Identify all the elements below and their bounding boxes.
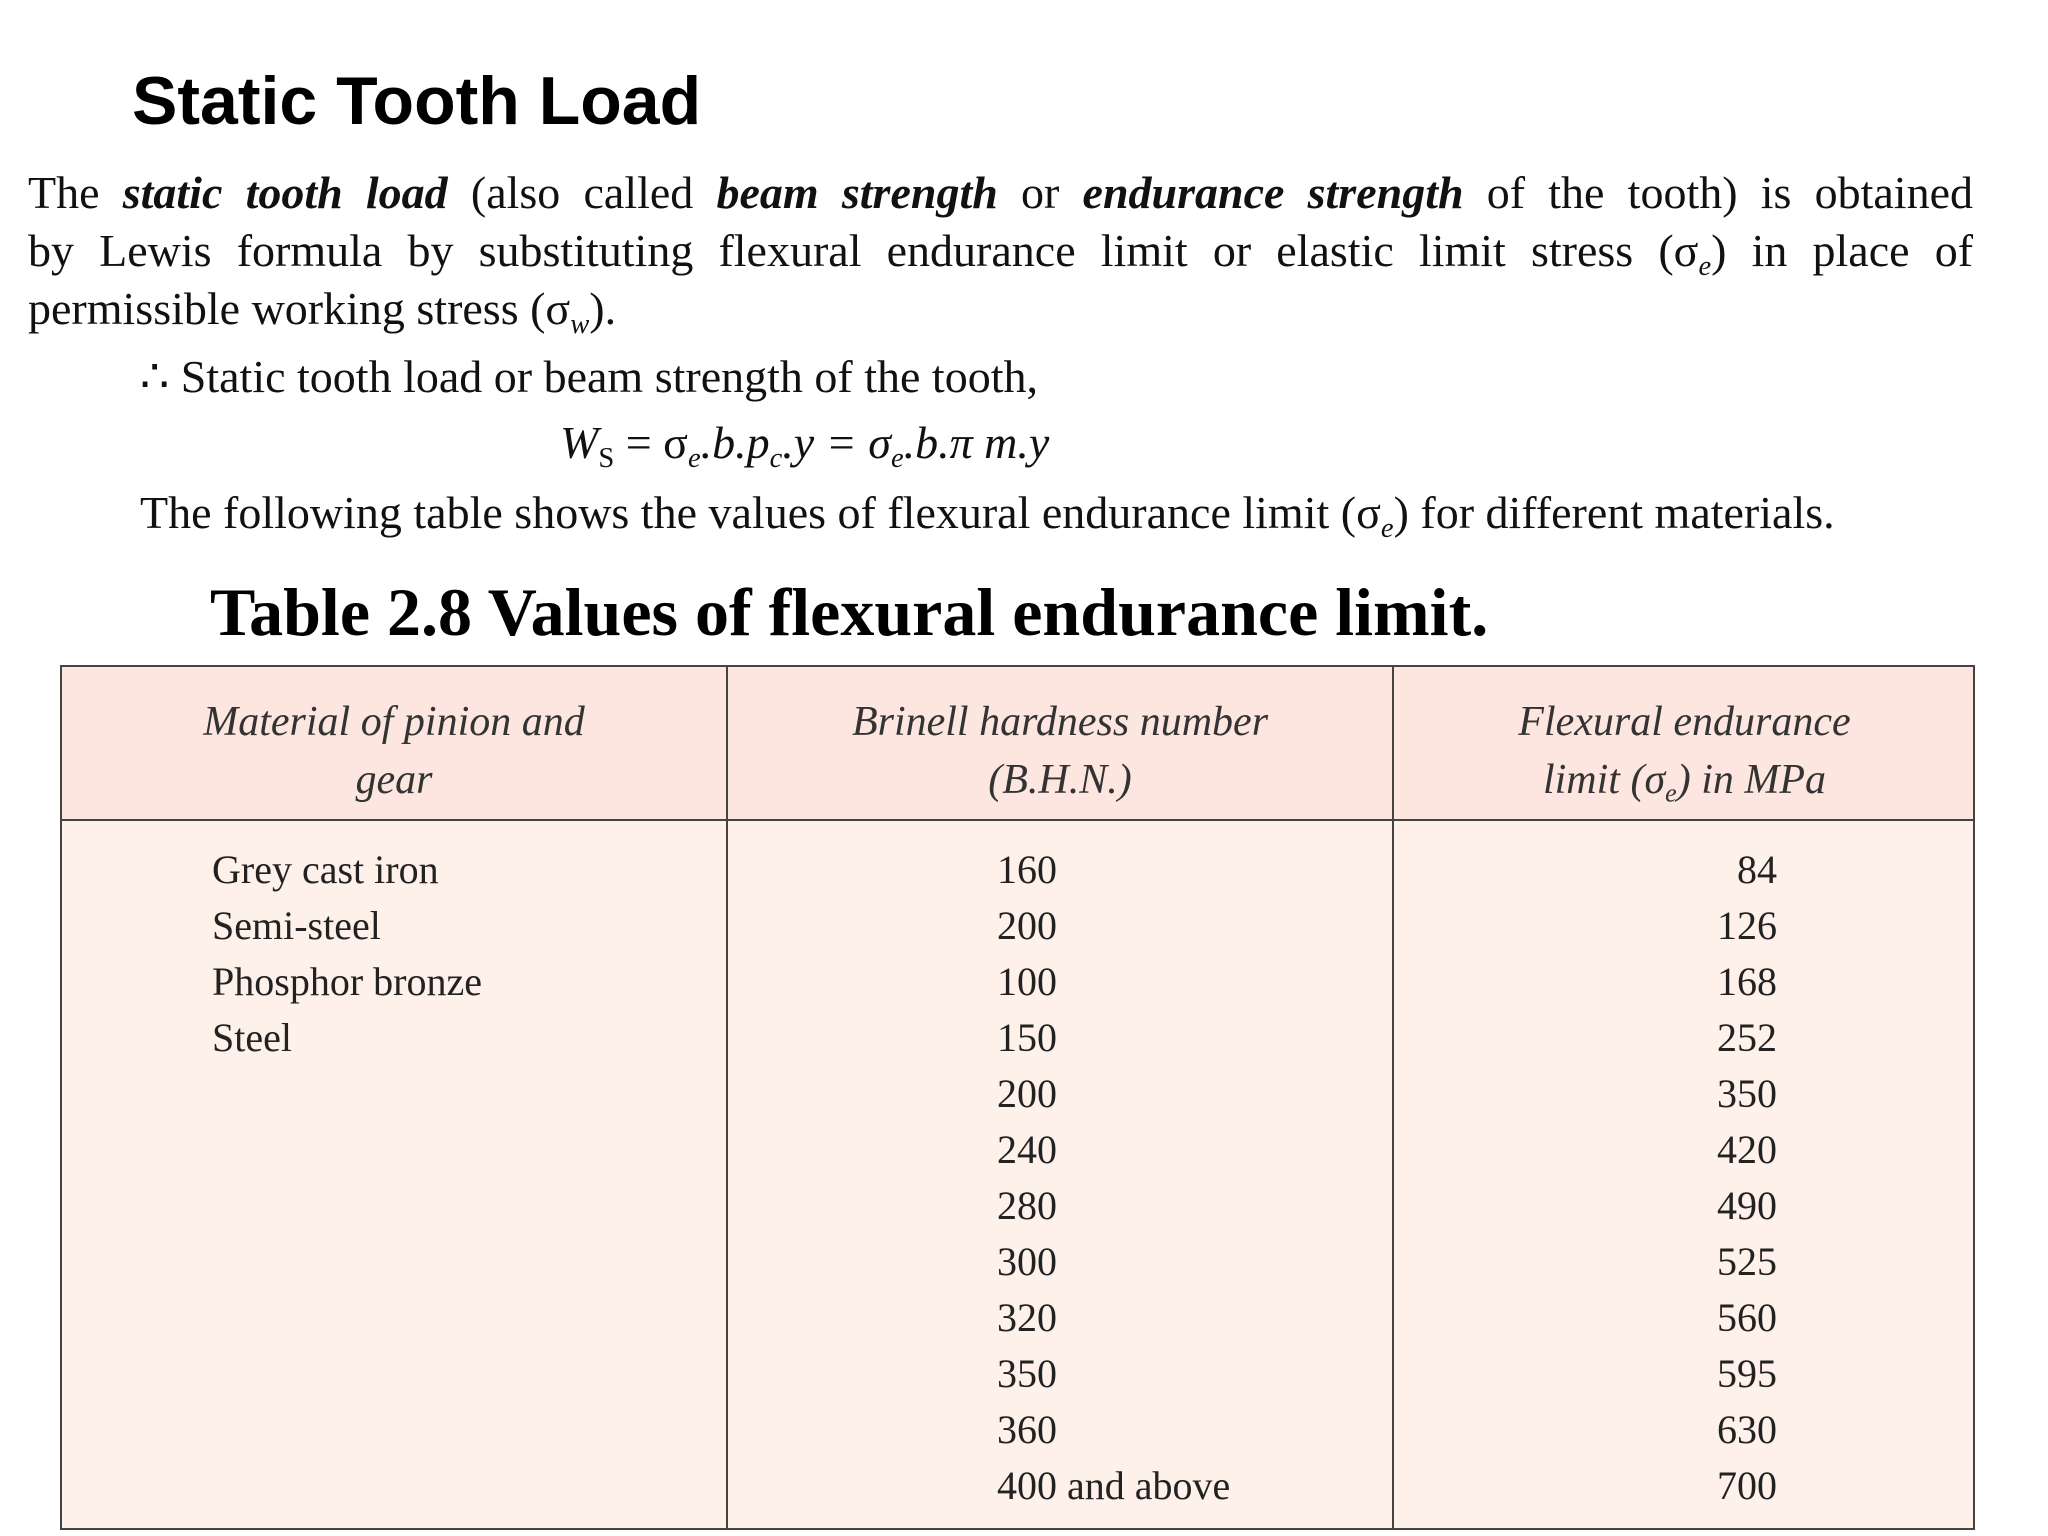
- table-cell-bhn: 200: [997, 1071, 1057, 1116]
- term-endurance-strength: endurance strength: [1082, 167, 1464, 218]
- table-cell-bhn: 280: [997, 1183, 1057, 1228]
- table-cell-limit: 84: [1737, 847, 1777, 892]
- material-column: [212, 842, 482, 1066]
- table-cell-bhn: 160: [997, 847, 1057, 892]
- table-cell-bhn: 360: [997, 1407, 1057, 1452]
- table-cell-material: Semi-steel: [212, 903, 381, 948]
- table-cell-bhn: 200: [997, 903, 1057, 948]
- term-beam-strength: beam strength: [716, 167, 998, 218]
- table-cell-bhn: 100: [997, 959, 1057, 1004]
- table-cell-bhn: 300: [997, 1239, 1057, 1284]
- table-cell-bhn: 150: [997, 1015, 1057, 1060]
- header-flexural-limit: Flexural endurance limit $(\sigma_e)$ in MPa: [1518, 699, 1851, 808]
- table-cell-limit: 420: [1717, 1127, 1777, 1172]
- intro-line-1: The static tooth load (also called beam strength or endurance strength of the tooth) is obtained: [28, 167, 1973, 218]
- table-cell-limit: 560: [1717, 1295, 1777, 1340]
- header-material: Material of pinion and gear: [203, 699, 585, 803]
- table-cell-bhn: 350: [997, 1351, 1057, 1396]
- table-cell-limit: 700: [1717, 1463, 1777, 1508]
- term-static-tooth-load: static tooth load: [122, 167, 448, 218]
- table-caption: Table 2.8 Values of flexural endurance limit.: [210, 574, 1489, 650]
- table-cell-limit: 490: [1717, 1183, 1777, 1228]
- table-cell-material: Phosphor bronze: [212, 959, 482, 1004]
- intro-line-3: permissible working stress $(\sigma_w)$.: [28, 283, 617, 341]
- table-cell-limit: 168: [1717, 959, 1777, 1004]
- flexural-limit-column: [1642, 842, 1777, 1514]
- table-intro-line: The following table shows the values of flexural endurance limit $(\sigma_e)$ for different materials.: [140, 487, 1835, 545]
- table-cell-bhn: 400 and above: [997, 1463, 1231, 1508]
- table-cell-bhn: 320: [997, 1295, 1057, 1340]
- page-title: Static Tooth Load: [132, 63, 702, 139]
- beam-strength-formula: $W_S = \sigma_e.b.p_c.y = \sigma_e.b.\pi$ m.y: [560, 417, 1050, 475]
- bhn-column: [997, 842, 1230, 1514]
- intro-line-2: by Lewis formula by substituting flexural endurance limit or elastic limit stress $(\sigma_e)$ in place of: [28, 225, 1974, 283]
- table-cell-limit: 126: [1717, 903, 1777, 948]
- table-cell-limit: 252: [1717, 1015, 1777, 1060]
- table-cell-material: Grey cast iron: [212, 847, 439, 892]
- table-cell-limit: 350: [1717, 1071, 1777, 1116]
- flexural-endurance-table: [60, 665, 1975, 1530]
- header-bhn: Brinell hardness number (B.H.N.): [851, 699, 1269, 803]
- table-cell-limit: 525: [1717, 1239, 1777, 1284]
- therefore-line: ∴ Static tooth load or beam strength of the tooth,: [140, 351, 1038, 402]
- table-cell-material: Steel: [212, 1015, 292, 1060]
- table-cell-limit: 595: [1717, 1351, 1777, 1396]
- table-cell-limit: 630: [1717, 1407, 1777, 1452]
- table-cell-bhn: 240: [997, 1127, 1057, 1172]
